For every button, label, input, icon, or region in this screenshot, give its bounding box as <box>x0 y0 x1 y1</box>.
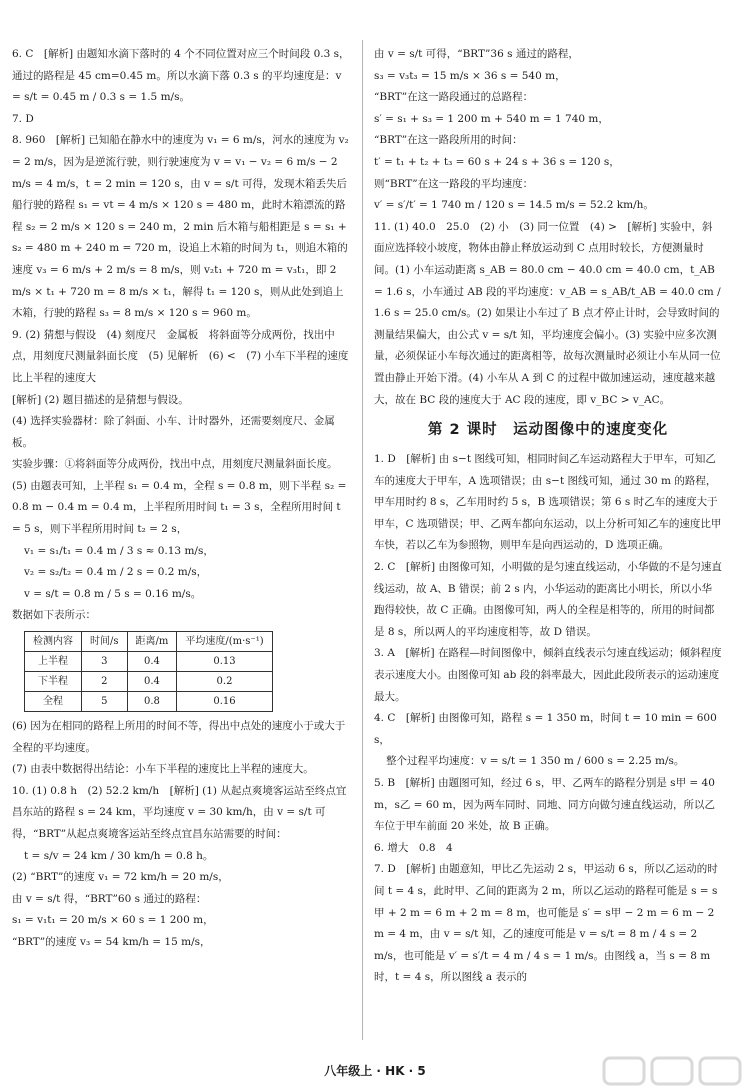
lesson2-answer-4: 4. C [解析] 由图像可知，路程 s = 1 350 m，时间 t = 10 min = 600 s， <box>374 712 717 746</box>
formula-s1: s₁ = v₁t₁ = 20 m/s × 60 s = 1 200 m， <box>12 914 214 927</box>
formula-s-prime: s′ = s₁ + s₃ = 1 200 m + 540 m = 1 740 m， <box>374 112 609 125</box>
table-cell: 0.2 <box>177 672 272 692</box>
answer-9-analysis-6: (6) 因为在相同的路程上所用的时间不等，得出中点处的速度小于或大于全程的平均速度。 <box>12 720 346 754</box>
answer-10-cont: “BRT”在这一路段所用的时间： <box>374 134 523 147</box>
formula-t: t = s/v = 24 km / 30 km/h = 0.8 h。 <box>24 849 214 862</box>
answer-10-line: “BRT”的速度 v₃ = 54 km/h = 15 m/s， <box>12 935 211 948</box>
column-divider <box>362 40 363 1040</box>
answer-10-line: 由 v = s/t 得，“BRT”60 s 通过的路程： <box>12 892 207 905</box>
lesson2-answer-6: 6. 增大 0.8 4 <box>374 841 453 854</box>
answer-9-analysis-5: (5) 由题表可知，上半程 s₁ = 0.4 m，全程 s = 0.8 m，则下半程 s₂ = 0.8 m − 0.4 m = 0.4 m，上半程所用时间 t₁ = 3 s，全程所用时间 t = 5 s，则下半程所用时间 t₂ = 2 s， <box>12 479 347 536</box>
table-header-cell: 检测内容 <box>25 632 82 652</box>
answer-10-cont: “BRT”在这一路段通过的总路程： <box>374 91 534 104</box>
lesson2-answer-3: 3. A [解析] 在路程—时间图像中，倾斜直线表示匀速直线运动；倾斜程度表示速度大小。由图像可知 ab 段的斜率最大，因此此段所表示的运动速度最大。 <box>374 647 722 703</box>
data-table <box>24 631 273 712</box>
answer-10-cont: 由 v = s/t 可得，“BRT”36 s 通过的路程， <box>374 48 579 60</box>
table-row <box>25 672 273 692</box>
table-cell: 0.8 <box>127 692 177 712</box>
answer-9-analysis-4: (4) 选择实验器材：除了斜面、小车、计时器外，还需要刻度尺、金属板。 <box>12 415 335 449</box>
formula-s3: s₃ = v₃t₃ = 15 m/s × 36 s = 540 m， <box>374 69 566 82</box>
right-column <box>374 44 722 989</box>
table-cell: 0.16 <box>177 692 272 712</box>
formula-v-prime: v′ = s′/t′ = 1 740 m / 120 s = 14.5 m/s = 52.2 km/h。 <box>374 199 654 212</box>
answer-9-analysis-7: (7) 由表中数据得出结论：小车下半程的速度比上半程的速度大。 <box>12 763 314 776</box>
table-cell: 3 <box>82 652 128 672</box>
answer-8: 8. 960 [解析] 已知船在静水中的速度为 v₁ = 6 m/s，河水的速度为 v₂ = 2 m/s，因为是逆流行驶，则行驶速度为 v = v₁ − v₂ = 6 m/s − 2 m/s = 4 m/s，t = 2 min = 120 s，由 v = s/t 可得，发现木箱丢失后船行驶的路程 s₁ = vt = 4 m/s × 120 s = 480 m，此时木箱漂流的路程 s₂ = 2 m/s × 120 s = 240 m，2 min 后木箱与船相距是 s = s₁ + s₂ = 480 m + 240 m = 720 m，设追上木箱的时间为 t₁，则追木箱的速度 v₃ = 6 m/s + 2 m/s = 8 m/s，则 v₂t₁ + 720 m = v₃t₁，即 2 m/s × t₁ + 720 m = 8 m/s × t₁，解得 t₁ = 120 s，则从此处到追上木箱，行驶的路程 s₃ = 8 m/s × 120 s = 960 m。 <box>12 134 349 320</box>
lesson2-answer-5: 5. B [解析] 由题图可知，经过 6 s，甲、乙两车的路程分别是 s甲 = 40 m，s乙 = 60 m，因为两车同时、同地、同方向做匀速直线运动，所以乙车位于甲车前面 20 米处，故 B 正确。 <box>374 777 715 833</box>
table-cell: 0.4 <box>127 672 177 692</box>
answer-9-analysis-2: [解析] (2) 题目描述的是猜想与假设。 <box>12 393 189 406</box>
answer-10: 10. (1) 0.8 h (2) 52.2 km/h [解析] (1) 从起点爽境客运站至终点宜昌东站的路程 s = 24 km，平均速度 v = 30 km/h，由 v = s/t 可得，“BRT”从起点爽境客运站至终点宜昌东站需要的时间： <box>12 784 347 840</box>
table-header-row <box>25 632 273 652</box>
lesson2-answer-1: 1. D [解析] 由 s−t 图线可知，相同时间乙车运动路程大于甲车，可知乙车的速度大于甲车，A 选项错误；由 s−t 图线可知，通过 30 m 的路程，甲车用时约 8 s，乙车用时约 5 s，B 选项错误；第 6 s 时乙车的速度大于甲车，C 选项错误；甲、乙两车都向东运动，以上分析可知乙车的速度比甲车快，若以乙车为参照物，则甲车是向西运动的，D 选项正确。 <box>374 453 722 552</box>
answer-7: 7. D <box>12 112 34 125</box>
answer-11: 11. (1) 40.0 25.0 (2) 小 (3) 同一位置 (4) > [解析] 实验中，斜面应选择较小坡度，物体由静止释放运动到 C 点用时较长，方便测量时间。(1) 小车运动距离 s_AB = 80.0 cm − 40.0 cm = 40.0 cm，t_AB = 1.6 s，小车通过 AB 段的平均速度：v_AB = s_AB/t_AB = 40.0 cm / 1.6 s = 25.0 cm/s。(2) 如果让小车过了 B 点才停止计时，会导致时间的测量结果偏大，由公式 v = s/t 知，平均速度会偏小。(3) 实验中应多次测量，必须保证小车每次通过的距离相等，故每次测量时必须让小车从同一位置由静止开始下滑。(4) 小车从 A 到 C 的过程中做加速运动，速度越来越大，故在 BC 段的速度大于 AC 段的速度，即 v_BC > v_AC。 <box>374 220 721 406</box>
lesson2-answer-2: 2. C [解析] 由图像可知，小明做的是匀速直线运动，小华做的不是匀速直线运动，故 A、B 错误；前 2 s 内，小华运动的距离比小明长，所以小华跑得较快，故 C 正确。由图像可知，两人的全程是相等的，所用的时间都是 8 s，所以两人的平均速度相等，故 D 错误。 <box>374 561 722 638</box>
watermark-logo <box>602 1054 742 1088</box>
table-cell: 全程 <box>25 692 82 712</box>
page-footer: 八年级上 · HK · 5 <box>324 1064 426 1078</box>
answer-6: 6. C [解析] 由题知水滴下落时的 4 个不同位置对应三个时间段 0.3 s，通过的路程是 45 cm=0.45 m。所以水滴下落 0.3 s 的平均速度是：v = s/t = 0.45 m / 0.3 s = 1.5 m/s。 <box>12 48 350 104</box>
formula-v: v = s/t = 0.8 m / 5 s = 0.16 m/s。 <box>24 587 202 600</box>
answer-9: 9. (2) 猜想与假设 (4) 刻度尺 金属板 将斜面等分成两份，找出中点，用刻度尺测量斜面长度 (5) 见解析 (6) < (7) 小车下半程的速度比上半程的速度大 <box>12 328 349 384</box>
table-cell: 上半程 <box>25 652 82 672</box>
answer-10-part-2: (2) “BRT”的速度 v₁ = 72 km/h = 20 m/s， <box>12 871 229 884</box>
table-caption: 数据如下表所示： <box>12 609 96 622</box>
table-header-cell: 平均速度/(m·s⁻¹) <box>177 632 272 652</box>
table-row <box>25 652 273 672</box>
formula-t-prime: t′ = t₁ + t₂ + t₃ = 60 s + 24 s + 36 s = 120 s， <box>374 155 620 168</box>
table-row <box>25 692 273 712</box>
formula-avg-v: 整个过程平均速度：v = s/t = 1 350 m / 600 s = 2.25 m/s。 <box>386 755 685 768</box>
table-header-cell: 时间/s <box>82 632 128 652</box>
table-cell: 2 <box>82 672 128 692</box>
answer-9-steps: 实验步骤：①将斜面等分成两份，找出中点，用刻度尺测量斜面长度。 <box>12 458 338 471</box>
table-cell: 5 <box>82 692 128 712</box>
table-cell: 下半程 <box>25 672 82 692</box>
table-header-cell: 距离/m <box>127 632 177 652</box>
lesson2-answer-7: 7. D [解析] 由题意知，甲比乙先运动 2 s，甲运动 6 s，所以乙运动的时间 t = 4 s，此时甲、乙间的距离为 2 m，所以乙运动的路程可能是 s = s甲 + 2 m = 6 m + 2 m = 8 m，也可能是 s′ = s甲 − 2 m = 6 m − 2 m = 4 m，由 v = s/t 知，乙的速度可能是 v = s/t = 8 m / 4 s = 2 m/s，也可能是 v′ = s′/t = 4 m / 4 s = 1 m/s。由图线 a，当 s = 8 m 时，t = 4 s，所以图线 a 表示的 <box>374 863 718 984</box>
answer-10-cont: 则“BRT”在这一路段的平均速度： <box>374 177 534 190</box>
table-cell: 0.13 <box>177 652 272 672</box>
formula-v1: v₁ = s₁/t₁ = 0.4 m / 3 s ≈ 0.13 m/s， <box>24 544 214 557</box>
formula-v2: v₂ = s₂/t₂ = 0.4 m / 2 s = 0.2 m/s， <box>24 566 208 579</box>
table-cell: 0.4 <box>127 652 177 672</box>
section-title: 第 2 课时 运动图像中的速度变化 <box>427 422 669 439</box>
left-column <box>12 44 350 954</box>
